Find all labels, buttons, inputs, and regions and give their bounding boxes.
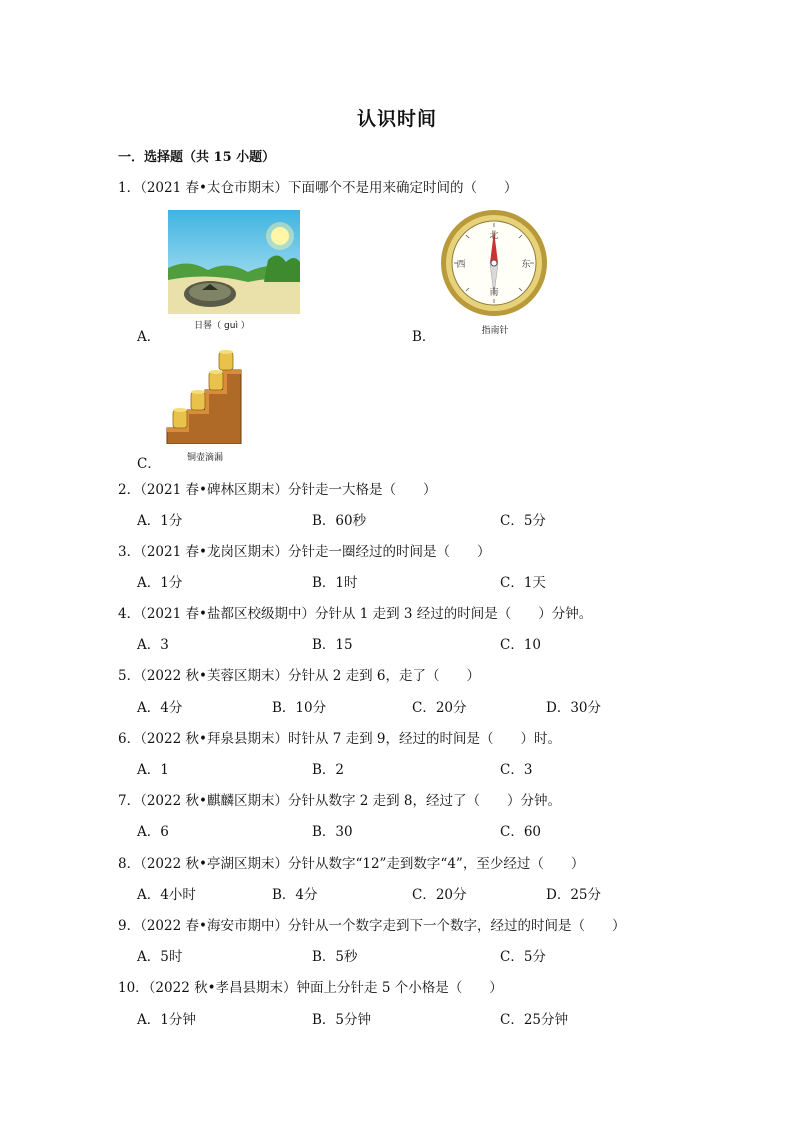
question-4-stem: 4．（2021 春•盐都区校级期中）分针从 1 走到 3 经过的时间是（ ）分钟。 [118, 606, 593, 622]
water-clock-icon [165, 348, 243, 444]
q3-option-a[interactable]: A．1分 [137, 575, 183, 591]
q7-option-c[interactable]: C．60 [500, 824, 542, 840]
sundial-icon [168, 210, 300, 314]
page-title: 认识时间 [356, 108, 437, 130]
q2-option-a[interactable]: A．1分 [137, 513, 183, 529]
q2-option-c[interactable]: C．5分 [500, 513, 546, 529]
q3-option-c[interactable]: C．1天 [500, 575, 546, 591]
q1-option-c-label[interactable]: C． [137, 456, 161, 472]
q8-option-c[interactable]: C．20分 [412, 887, 467, 903]
q5-option-d[interactable]: D．30分 [546, 700, 602, 716]
q8-option-b[interactable]: B．4分 [272, 887, 318, 903]
q8-option-a[interactable]: A．4小时 [137, 887, 196, 903]
compass-north: 北 [489, 231, 499, 241]
q3-option-b[interactable]: B．1时 [312, 575, 358, 591]
q4-option-a[interactable]: A．3 [137, 637, 169, 653]
sundial-caption: 日晷（ guì ） [194, 321, 250, 331]
compass-south: 南 [489, 288, 499, 298]
q4-option-c[interactable]: C．10 [500, 637, 542, 653]
q9-option-a[interactable]: A．5时 [137, 949, 183, 965]
compass-icon [440, 209, 548, 317]
q2-option-b[interactable]: B．60秒 [312, 513, 367, 529]
q7-option-a[interactable]: A．6 [137, 824, 169, 840]
q6-option-a[interactable]: A．1 [137, 762, 169, 778]
q9-option-b[interactable]: B．5秒 [312, 949, 358, 965]
question-5-stem: 5．（2022 秋•芙蓉区期末）分针从 2 走到 6，走了（ ） [118, 668, 481, 684]
q6-option-c[interactable]: C．3 [500, 762, 533, 778]
q1-option-a-label[interactable]: A． [137, 329, 161, 345]
q1-option-b-label[interactable]: B． [412, 329, 436, 345]
section-heading: 一．选择题（共 15 小题） [118, 150, 276, 165]
question-3-stem: 3．（2021 春•龙岗区期末）分针走一圈经过的时间是（ ） [118, 544, 491, 560]
q10-option-b[interactable]: B．5分钟 [312, 1012, 372, 1028]
q4-option-b[interactable]: B．15 [312, 637, 353, 653]
q10-option-a[interactable]: A．1分钟 [137, 1012, 196, 1028]
question-9-stem: 9．（2022 春•海安市期中）分针从一个数字走到下一个数字，经过的时间是（ ） [118, 918, 626, 934]
question-2-stem: 2．（2021 春•碑林区期末）分针走一大格是（ ） [118, 482, 437, 498]
q8-option-d[interactable]: D．25分 [546, 887, 602, 903]
question-10-stem: 10．（2022 秋•孝昌县期末）钟面上分针走 5 个小格是（ ） [118, 980, 503, 996]
question-8-stem: 8．（2022 秋•亭湖区期末）分针从数字“12”走到数字“4”，至少经过（ ） [118, 856, 585, 872]
compass-caption: 指南针 [481, 326, 509, 336]
q10-option-c[interactable]: C．25分钟 [500, 1012, 569, 1028]
compass-west: 西 [456, 260, 466, 270]
compass-east: 东 [521, 260, 531, 270]
q6-option-b[interactable]: B．2 [312, 762, 345, 778]
q9-option-c[interactable]: C．5分 [500, 949, 546, 965]
q5-option-b[interactable]: B．10分 [272, 700, 327, 716]
q5-option-c[interactable]: C．20分 [412, 700, 467, 716]
water-clock-caption: 铜壶滴漏 [186, 453, 223, 463]
question-6-stem: 6．（2022 秋•拜泉县期末）时针从 7 走到 9，经过的时间是（ ）时。 [118, 731, 562, 747]
q7-option-b[interactable]: B．30 [312, 824, 353, 840]
question-1-stem: 1．（2021 春•太仓市期末）下面哪个不是用来确定时间的（ ） [118, 180, 518, 196]
q5-option-a[interactable]: A．4分 [137, 700, 183, 716]
question-7-stem: 7．（2022 秋•麒麟区期末）分针从数字 2 走到 8，经过了（ ）分钟。 [118, 793, 562, 809]
